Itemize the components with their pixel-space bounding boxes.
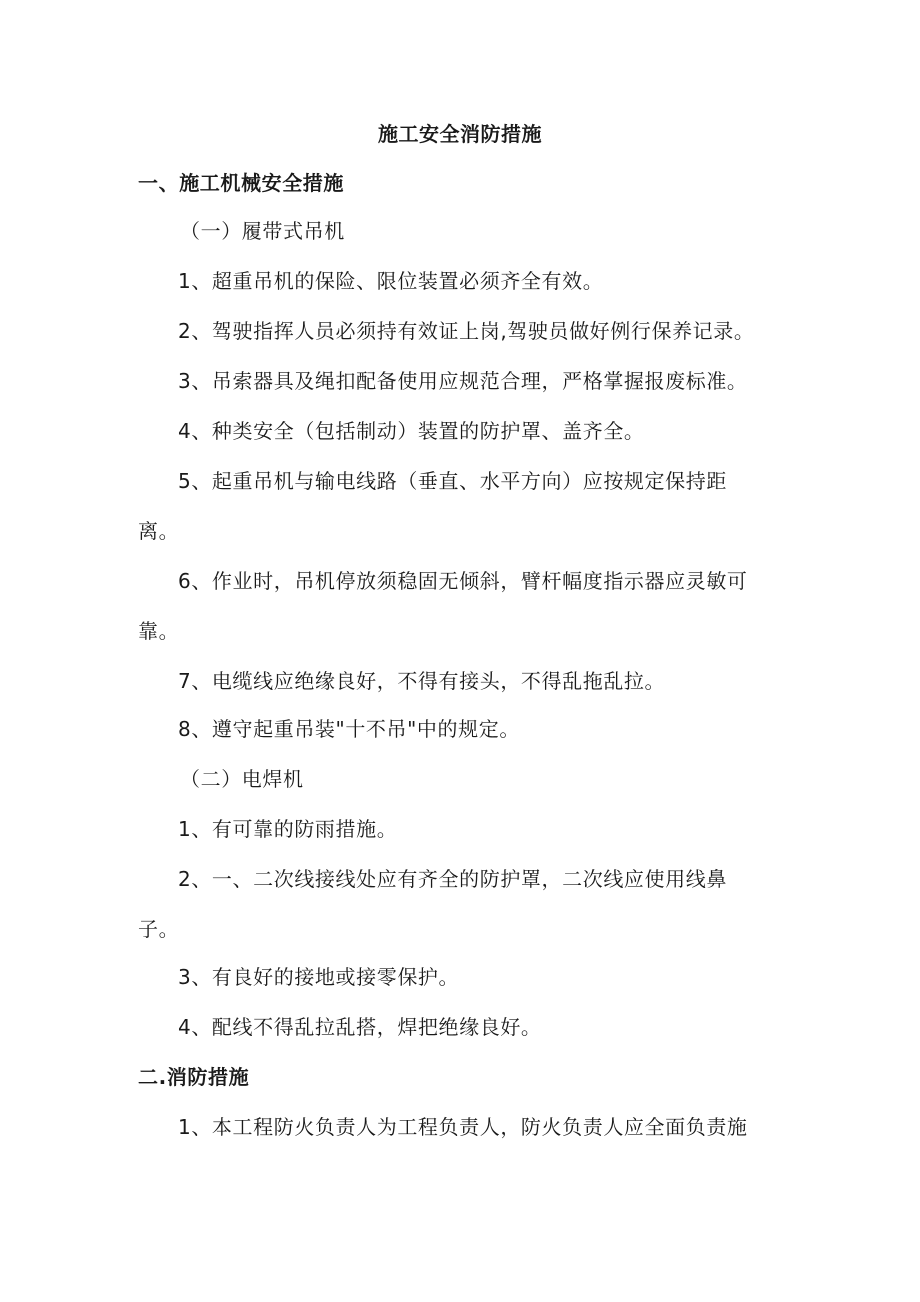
paragraph-item: 2、一、二次线接线处应有齐全的防护罩，二次线应使用线鼻 — [178, 867, 727, 891]
paragraph-continuation: 离。 — [138, 519, 180, 543]
paragraph-item: 3、吊索器具及绳扣配备使用应规范合理，严格掌握报废标准。 — [178, 369, 748, 393]
paragraph-item: 3、有良好的接地或接零保护。 — [178, 965, 460, 989]
paragraph-item: 5、起重吊机与输电线路（垂直、水平方向）应按规定保持距 — [178, 469, 727, 493]
section-heading-machinery: 一、施工机械安全措施 — [138, 171, 344, 195]
paragraph-continuation: 子。 — [138, 917, 180, 941]
subsection-heading-welder: （二）电焊机 — [180, 767, 304, 791]
paragraph-item: 7、电缆线应绝缘良好，不得有接头，不得乱拖乱拉。 — [178, 669, 666, 693]
paragraph-item: 6、作业时，吊机停放须稳固无倾斜，臂杆幅度指示器应灵敏可 — [178, 569, 748, 593]
paragraph-item: 4、种类安全（包括制动）装置的防护罩、盖齐全。 — [178, 419, 645, 443]
paragraph-item: 1、本工程防火负责人为工程负责人，防火负责人应全面负责施 — [178, 1115, 748, 1139]
paragraph-item: 1、有可靠的防雨措施。 — [178, 817, 398, 841]
paragraph-item: 2、驾驶指挥人员必须持有效证上岗,驾驶员做好例行保养记录。 — [178, 319, 755, 343]
subsection-heading-crawler-crane: （一）履带式吊机 — [180, 219, 345, 243]
paragraph-item: 1、超重吊机的保险、限位装置必须齐全有效。 — [178, 269, 604, 293]
paragraph-continuation: 靠。 — [138, 619, 180, 643]
document-title: 施工安全消防措施 — [378, 122, 542, 146]
section-heading-fire: 二.消防措施 — [138, 1065, 250, 1089]
paragraph-item: 8、遵守起重吊装"十不吊"中的规定。 — [178, 717, 520, 741]
paragraph-item: 4、配线不得乱拉乱搭，焊把绝缘良好。 — [178, 1015, 542, 1039]
